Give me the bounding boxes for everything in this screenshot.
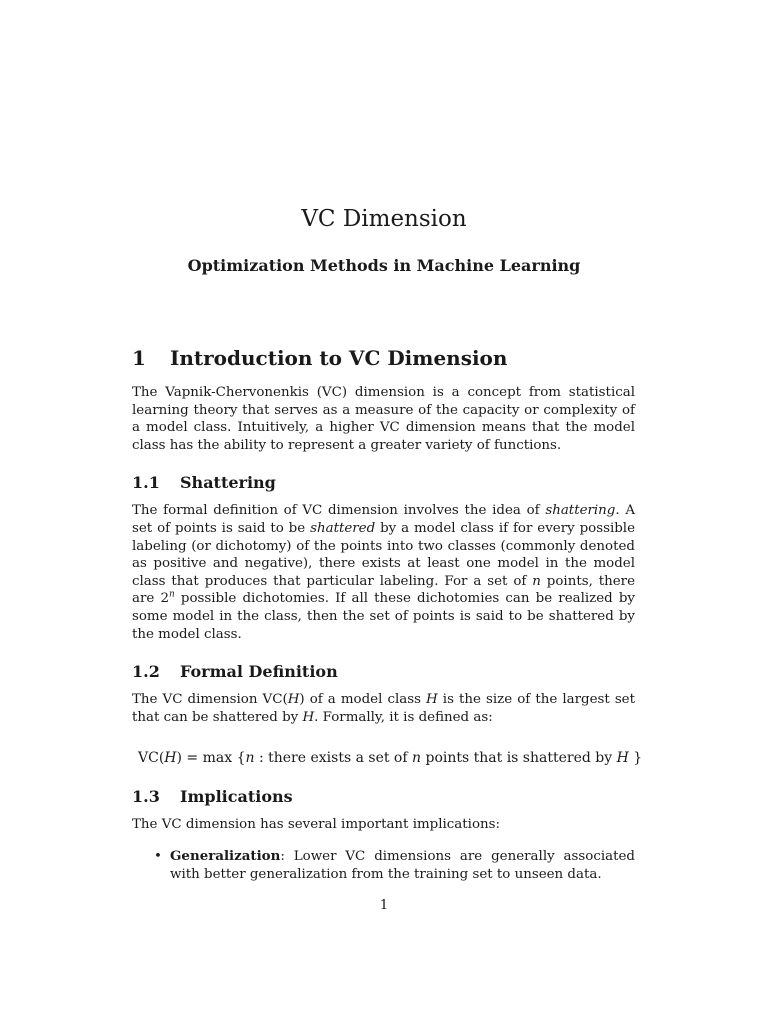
eq-text: : there exists a set of [254,750,412,767]
subsection-title: Formal Definition [180,662,338,682]
section-title: Introduction to VC Dimension [170,346,508,370]
subsection-number: 1.1 [132,473,160,493]
eq-text: VC( [138,750,165,767]
math-variable: H [616,750,629,767]
text-run: . A set of points is said to be [132,503,636,536]
eq-text: ) = max { [176,750,246,767]
section-heading-introduction [132,344,635,372]
math-superscript: n [168,589,175,600]
document-body [132,344,643,883]
math-variable: H [302,709,315,725]
math-variable: n [412,750,422,767]
document-title: VC Dimension [301,206,467,232]
shattering-paragraph [132,502,635,643]
emphasis-term: shattering [545,503,616,519]
list-item-text: : Lower VC dimensions are generally associated with better generalization from the training set to unseen data. [170,848,635,882]
math-variable: H [164,750,177,767]
subsection-heading-implications [132,786,635,808]
math-variable: H [426,692,438,708]
bullet-icon: • [154,848,162,864]
text-run: The VC dimension VC( [132,692,288,708]
text-run: points, there are 2 [132,573,635,607]
text-run: The formal definition of VC dimension involves the idea of [132,503,546,519]
document-subtitle: Optimization Methods in Machine Learning [187,256,581,275]
math-variable: H [287,692,300,708]
text-run: by a model class if for every possible labeling (or dichotomy) of the points into two classes (commonly denoted as positive and negative), there exists at least one model in the model class that produces that particular labeling. For a set of [132,520,636,589]
text-run: is the size of the largest set that can be shattered by [132,692,635,725]
page-number: 1 [379,898,389,913]
subsection-heading-shattering [132,472,635,494]
implications-paragraph: The VC dimension has several important implications: [132,817,501,833]
list-item-term: Generalization [170,847,281,864]
formal-definition-paragraph [132,691,635,726]
emphasis-term: shattered [310,520,376,536]
list-item [132,848,635,883]
math-variable: n [532,573,541,589]
subsection-title: Shattering [180,473,276,493]
text-run: . Formally, it is defined as: [314,709,493,725]
subsection-number: 1.2 [132,662,160,682]
section-number: 1 [132,346,146,370]
math-variable: n [245,750,255,767]
eq-text: } [628,750,643,767]
subsection-heading-formal-definition [132,661,635,683]
implications-list [132,848,635,883]
text-run: ) of a model class [299,692,427,708]
subsection-number: 1.3 [132,787,160,807]
text-run: possible dichotomies. If all these dichotomies can be realized by some model in the class, then the set of points is said to be shattered by the model class. [132,591,635,642]
vc-dimension-equation [138,748,643,768]
eq-text: points that is shattered by [421,750,617,767]
introduction-paragraph: The Vapnik-Chervonenkis (VC) dimension is a concept from statistical learning theory that serves as a measure of the capacity or complexity of a model class. Intuitively, a higher VC dimension means that the model class has the ability to represent a greater variety of functions. [132,385,635,453]
subsection-title: Implications [180,787,293,807]
